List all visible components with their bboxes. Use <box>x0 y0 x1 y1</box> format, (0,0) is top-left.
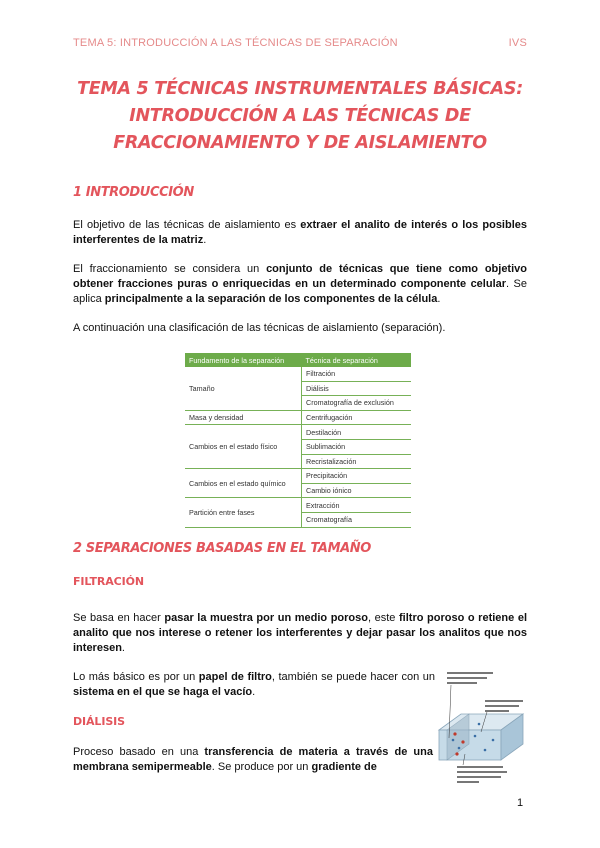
intro-paragraph-3: A continuación una clasificación de las técnicas de aislamiento (separación). <box>73 322 446 334</box>
table-group-cell: Cambios en el estado físico <box>185 425 302 469</box>
text: Proceso basado en una <box>73 746 205 758</box>
table-cell: Precipitación <box>302 469 412 484</box>
table-row <box>185 425 411 440</box>
text: El objetivo de las técnicas de aislamiento es <box>73 219 301 231</box>
intro-paragraph-1 <box>73 218 527 248</box>
text: , también se puede hacer con un <box>271 671 435 683</box>
document-title <box>40 76 560 157</box>
text: . <box>203 234 207 246</box>
section-2-heading: 2 SEPARACIONES BASADAS EN EL TAMAÑO <box>73 541 371 556</box>
text: . Se aplica <box>73 278 528 305</box>
page-header <box>73 37 527 51</box>
bold-text: transferencia de materia a través de una membrana semipermeable <box>73 746 433 773</box>
filtracion-heading: FILTRACIÓN <box>73 575 145 588</box>
table-cell: Sublimación <box>302 439 412 454</box>
text: El fraccionamiento se considera un <box>73 263 267 275</box>
table-cell: Cromatografía <box>302 512 412 527</box>
filtracion-paragraph-1 <box>73 611 527 656</box>
table-row <box>185 498 411 513</box>
table-header-row <box>185 353 411 367</box>
header-initials: IVS <box>508 37 527 49</box>
header-title: TEMA 5: INTRODUCCIÓN A LAS TÉCNICAS DE SEPARACIÓN <box>73 37 398 49</box>
text: Se basa en hacer <box>73 612 165 624</box>
intro-paragraph-2 <box>73 262 527 307</box>
text: . <box>121 642 125 654</box>
bold-text: principalmente a la separación de los componentes de la célula <box>104 293 438 305</box>
filtracion-paragraph-2 <box>73 670 435 700</box>
text: . Se produce por un <box>211 761 312 773</box>
table-cell: Filtración <box>302 367 412 381</box>
section-1-heading: 1 INTRODUCCIÓN <box>73 185 194 200</box>
bold-text: extraer el analito de interés o los posibles interferentes de la matriz <box>73 219 527 246</box>
page-number: 1 <box>517 797 524 809</box>
bold-text: papel de filtro <box>198 671 272 683</box>
table-cell: Destilación <box>302 425 412 440</box>
bold-text: gradiente de <box>311 761 377 773</box>
bold-text: filtro poroso o retiene el analito que nos interese o retener los interferentes y dejar pasar los analitos que nos interesen <box>73 612 528 654</box>
table-group-cell: Partición entre fases <box>185 498 302 527</box>
bold-text: sistema en el que se haga el vacío <box>73 686 253 698</box>
table-cell: Recristalización <box>302 454 412 469</box>
table-header: Técnica de separación <box>302 353 412 367</box>
bold-text: conjunto de técnicas que tiene como objetivo obtener fracciones puras o enriquecidas en un determinado componente celular <box>73 263 527 290</box>
table-row <box>185 367 411 381</box>
text: . <box>437 293 441 305</box>
text: , este <box>368 612 400 624</box>
text: . <box>252 686 256 698</box>
classification-table <box>185 353 411 523</box>
text: Lo más básico es por un <box>73 671 199 683</box>
dialysis-membrane-illustration <box>435 670 527 788</box>
title-line-1: TEMA 5 TÉCNICAS INSTRUMENTALES BÁSICAS: <box>77 79 523 99</box>
table-row <box>185 469 411 484</box>
table-group-cell: Tamaño <box>185 367 302 410</box>
title-line-3: FRACCIONAMIENTO Y DE AISLAMIENTO <box>113 133 487 153</box>
table-group-cell: Cambios en el estado químico <box>185 469 302 498</box>
dialysis-membrane-figure <box>435 670 527 788</box>
title-line-2: INTRODUCCIÓN A LAS TÉCNICAS DE <box>129 106 471 126</box>
bold-text: pasar la muestra por un medio poroso <box>164 612 368 624</box>
dialisis-heading: DIÁLISIS <box>73 715 125 728</box>
table-group-cell: Masa y densidad <box>185 410 302 425</box>
table-header: Fundamento de la separación <box>185 353 302 367</box>
table-cell: Extracción <box>302 498 412 513</box>
dialisis-paragraph-1 <box>73 745 433 775</box>
table-cell: Centrifugación <box>302 410 412 425</box>
table-cell: Diálisis <box>302 381 412 396</box>
table-cell: Cromatografía de exclusión <box>302 396 412 411</box>
table-cell: Cambio iónico <box>302 483 412 498</box>
table-row <box>185 410 411 425</box>
